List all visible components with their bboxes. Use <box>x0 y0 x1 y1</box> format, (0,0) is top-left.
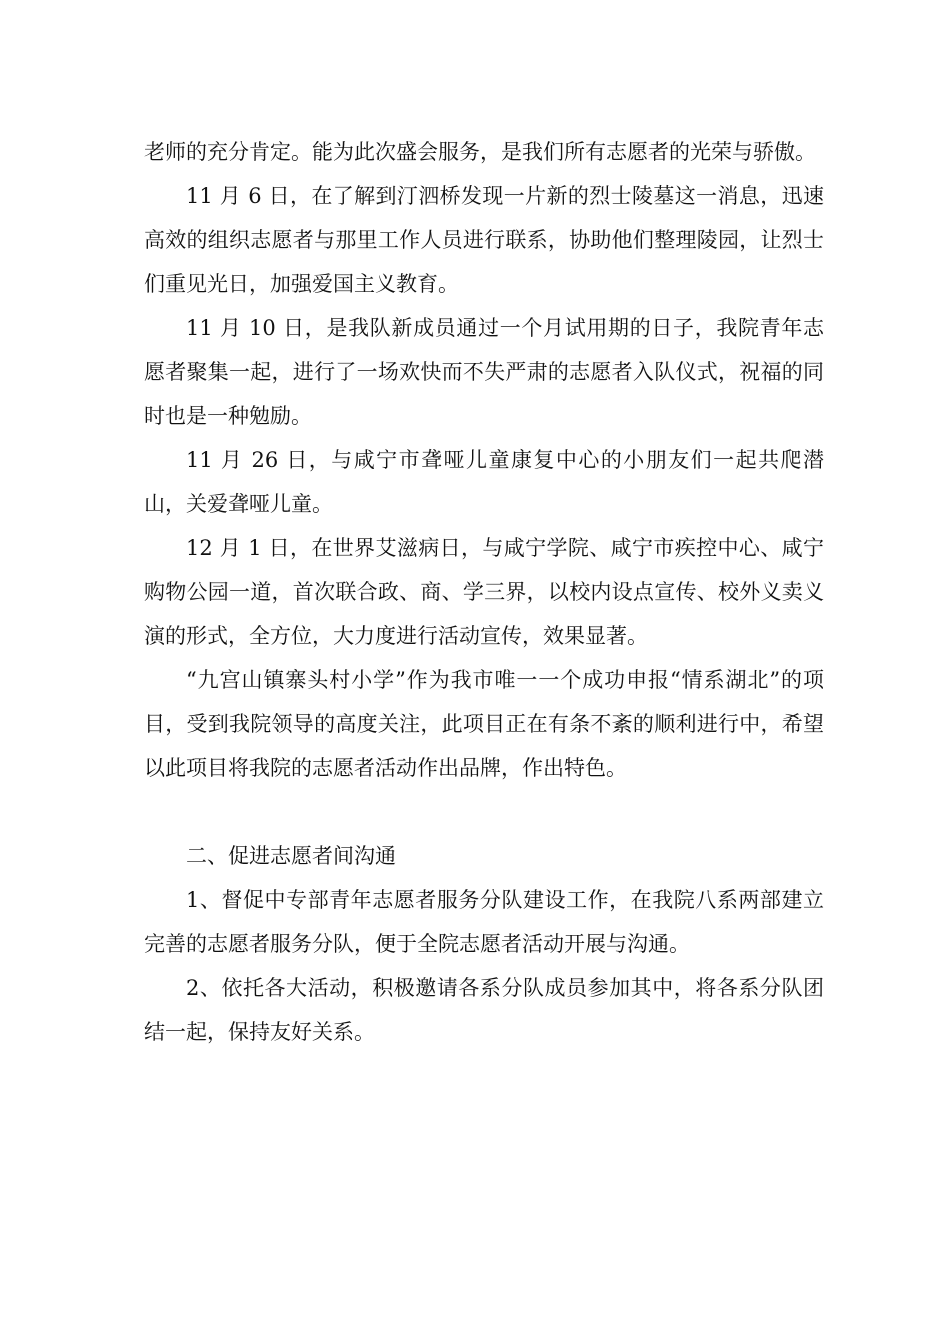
paragraph-dec-1: 12 月 1 日，在世界艾滋病日，与咸宁学院、咸宁市疾控中心、咸宁购物公园一道，首次联合政、商、学三界，以校内设点宣传、校外义卖义演的形式，全方位，大力度进行活动宣传，效果显著。 <box>144 536 824 648</box>
paragraph-continuation: 老师的充分肯定。能为此次盛会服务，是我们所有志愿者的光荣与骄傲。 <box>144 140 816 164</box>
paragraph-nov-26: 11 月 26 日，与咸宁市聋哑儿童康复中心的小朋友们一起共爬潜山，关爱聋哑儿童。 <box>144 448 824 516</box>
paragraph-nov-6: 11 月 6 日，在了解到汀泗桥发现一片新的烈士陵墓这一消息，迅速高效的组织志愿者与那里工作人员进行联系，协助他们整理陵园，让烈士们重见光日，加强爱国主义教育。 <box>144 184 824 296</box>
section-item-1: 1、督促中专部青年志愿者服务分队建设工作，在我院八系两部建立完善的志愿者服务分队，便于全院志愿者活动开展与沟通。 <box>144 888 824 956</box>
paragraph-project: “九宫山镇寨头村小学”作为我市唯一一个成功申报“情系湖北”的项目，受到我院领导的高度关注，此项目正在有条不紊的顺利进行中，希望以此项目将我院的志愿者活动作出品牌，作出特色。 <box>144 668 824 780</box>
paragraph-nov-10: 11 月 10 日，是我队新成员通过一个月试用期的日子，我院青年志愿者聚集一起，进行了一场欢快而不失严肃的志愿者入队仪式，祝福的同时也是一种勉励。 <box>144 316 824 428</box>
section-spacer <box>144 790 824 834</box>
document-body <box>144 130 824 1054</box>
section-item-2: 2、依托各大活动，积极邀请各系分队成员参加其中，将各系分队团结一起，保持友好关系。 <box>144 976 824 1044</box>
section-heading: 二、促进志愿者间沟通 <box>186 844 396 868</box>
